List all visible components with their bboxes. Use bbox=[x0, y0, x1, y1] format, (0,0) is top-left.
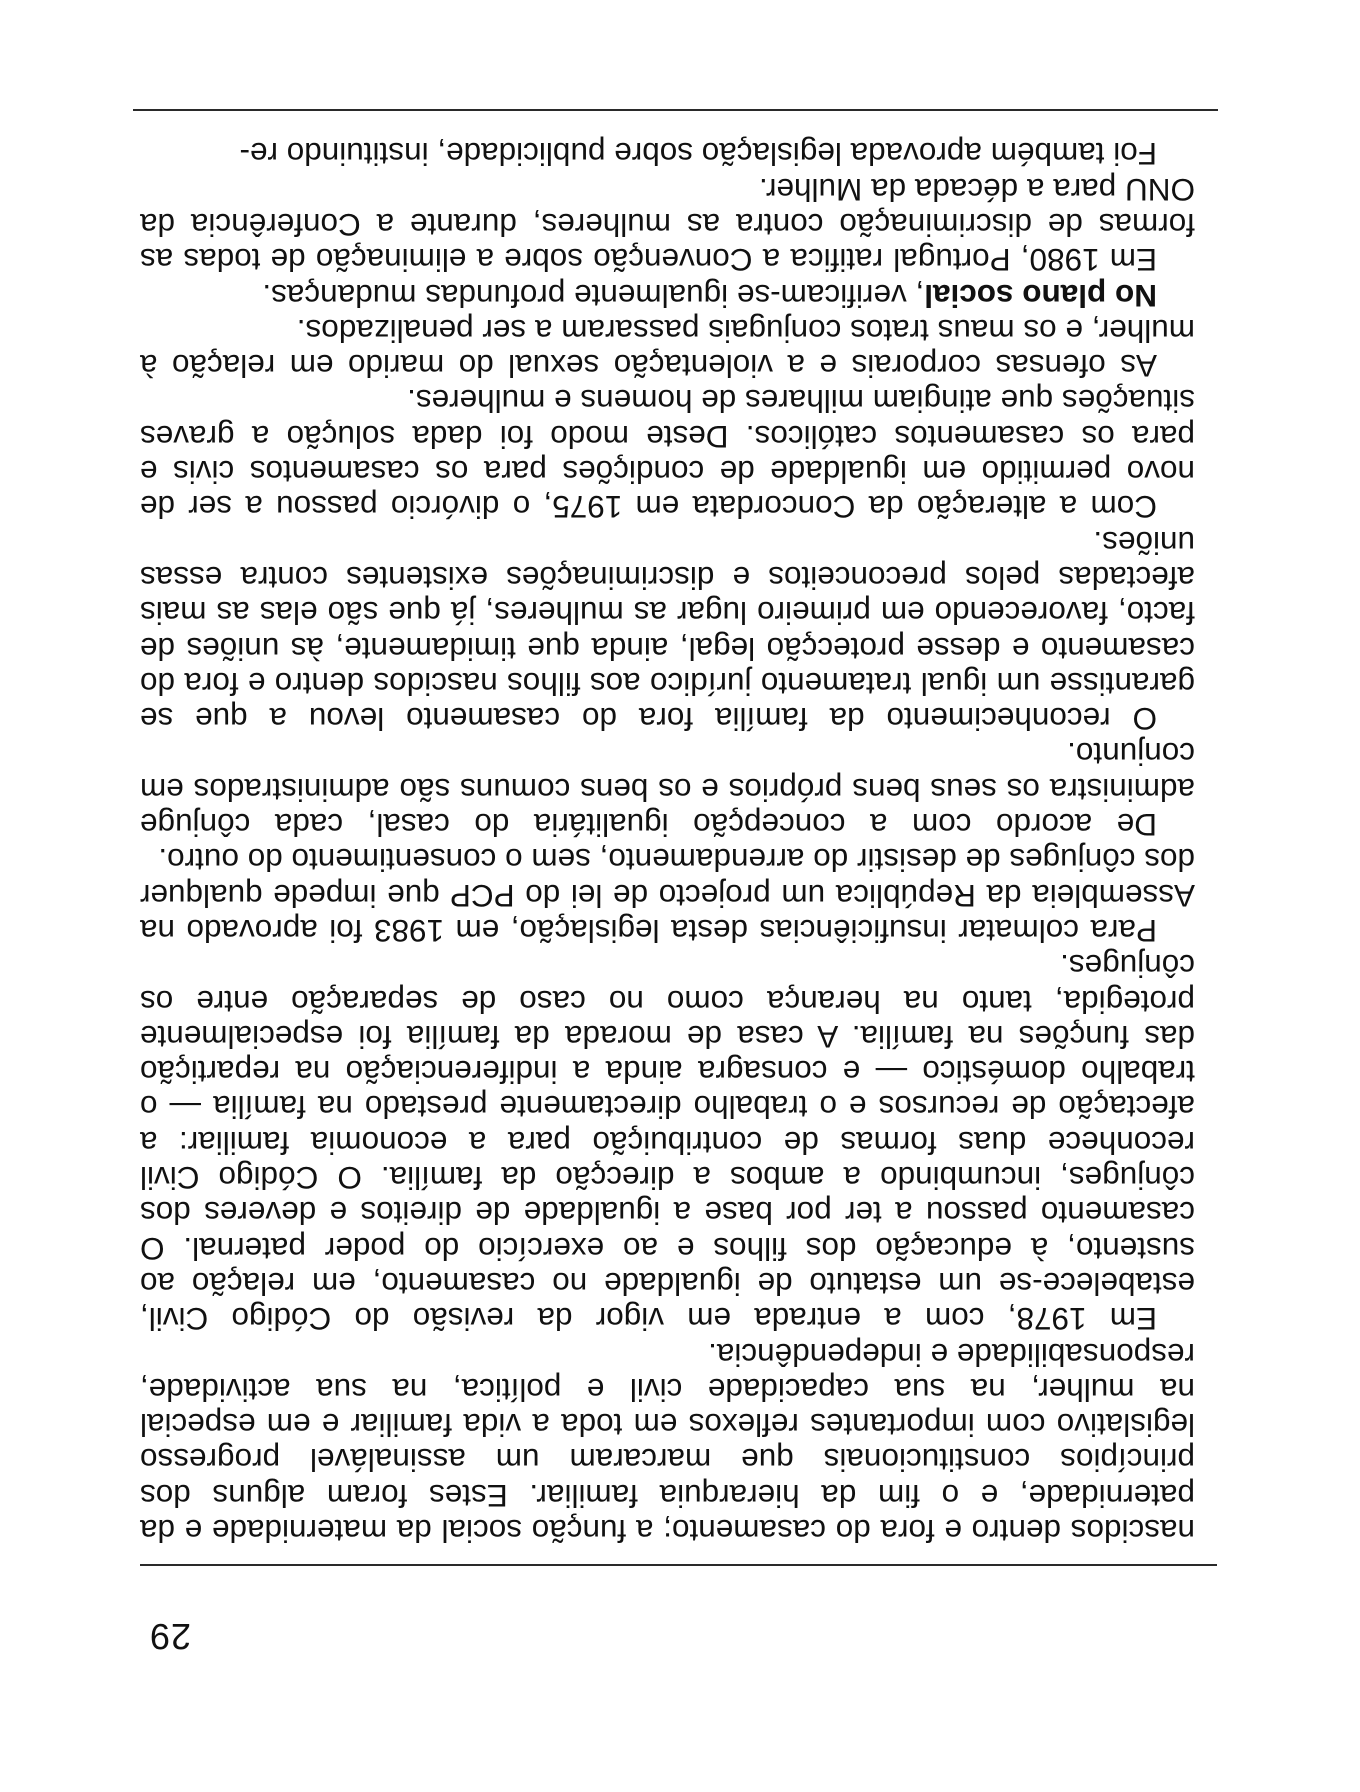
body-text bbox=[140, 136, 1195, 1548]
paragraph-6: Com a alteração da Concordata em 1975, o divórcio passou a ser de novo permitido em igualdade de condições para os casamentos civis e para os casamentos católicos. Deste modo foi dada solução a graves situações que atingiam milhares de homens e mulheres. bbox=[140, 383, 1195, 526]
paragraph-2: Em 1978, com a entrada em vigor da revisão do Código Civil, estabelece-se um estatuto de igualdade no casamento, em relação ao sustento, à educação dos filhos e ao exercício do poder paternal. O casamento passou a ter por base a igualdade de direitos e deveres dos cônjuges, incumbindo a ambos a direcção da família. O Código Civil reconhece duas formas de contribuição para a economia familiar: a afectação de recursos e o trabalho directamente prestado na família — o trabalho doméstico — e consagra ainda a indiferenciação na repartição das funções na família. A casa de morada da família foi especialmente protegida, tanto na herança como no caso de separação entre os cônjuges. bbox=[140, 948, 1195, 1338]
paragraph-3: Para colmatar insuficiências desta legislação, em 1983 foi aprovado na Assembleia da República um projecto de lei do PCP que impede qualquer dos cônjuges de desistir do arrendamento, sem o consentimento do outro. bbox=[140, 842, 1195, 949]
paragraph-10: Foi também aprovada legislação sobre publicidade, instituindo re- bbox=[239, 136, 1157, 173]
paragraph-8-lead: No plano social bbox=[924, 277, 1157, 314]
paragraph-9: Em 1980, Portugal ratifica a Convenção sobre a eliminação de todas as formas de discriminação contra as mulheres, durante a Conferência da ONU para a década da Mulher. bbox=[140, 171, 1195, 279]
paragraph-8 bbox=[140, 277, 1195, 312]
paragraph-8-text: , verificam-se igualmente profundas mudanças. bbox=[262, 277, 925, 314]
bottom-rule bbox=[133, 109, 1218, 111]
paragraph-5: O reconhecimento da família fora do casamento levou a que se garantisse um igual tratamento jurídico aos filhos nascidos dentro e fora do casamento e desse protecção legal, ainda que timidamente, às uniões de facto, favorecendo em primeiro lugar as mulheres, já que são elas as mais afectadas pelos preconceitos e discriminações existentes contra essas uniões. bbox=[140, 524, 1195, 738]
top-rule bbox=[140, 1564, 1217, 1566]
paragraph-1: nascidos dentro e fora do casamento; a função social da maternidade e da paternidade, e o fim da hierarquia familiar. Estes foram alguns dos princípios constitucionais que marcaram um assinalável progresso legislativo com importantes reflexos em toda a vida familiar e em especial na mulher, na sua capacidade civil e política, na sua actividade, responsabilidade e independência. bbox=[140, 1336, 1195, 1549]
paragraph-4: De acordo com a concepção igualitária do casal, cada cônjuge administra os seus bens próprios e os bens comuns são administrados em conjunto. bbox=[140, 736, 1195, 844]
paragraph-7: As ofensas corporais e a violentação sexual do marido em relação à mulher, e os maus tratos conjugais passaram a ser penalizados. bbox=[140, 312, 1195, 385]
page-number: 29 bbox=[148, 1616, 191, 1657]
